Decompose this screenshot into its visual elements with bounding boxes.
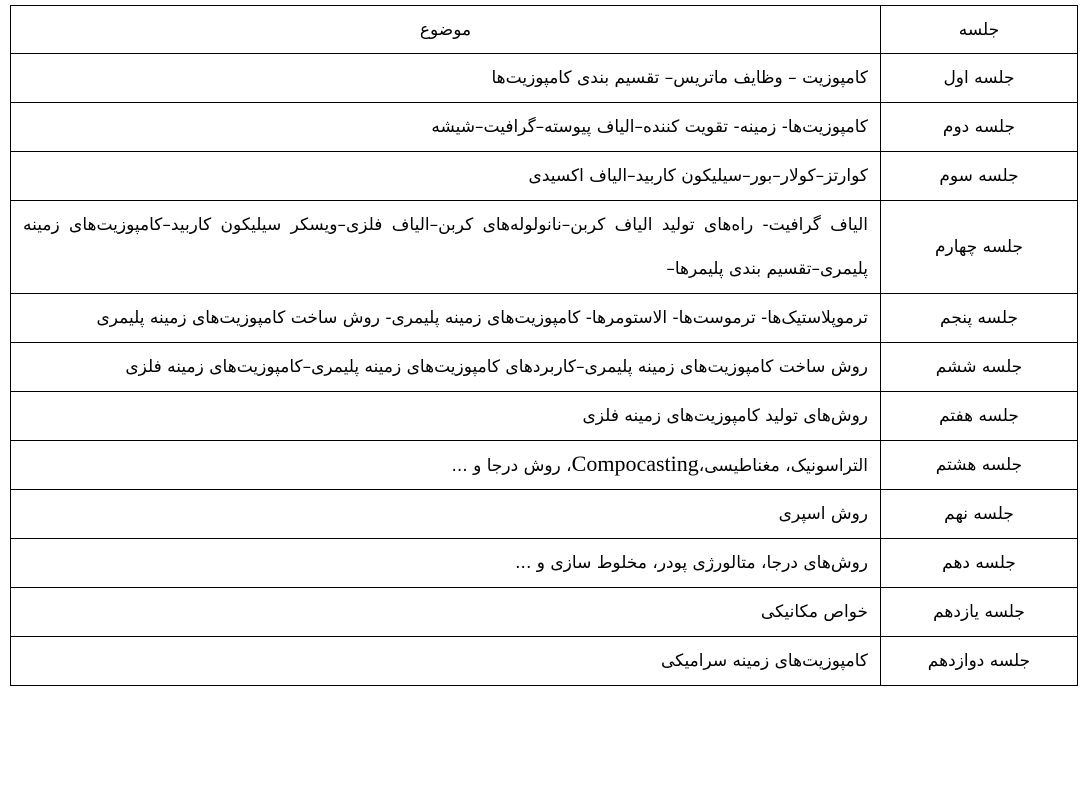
table-row bbox=[11, 152, 1078, 201]
table-row bbox=[11, 637, 1078, 686]
session-cell: جلسه چهارم bbox=[881, 201, 1078, 294]
session-cell: جلسه اول bbox=[881, 54, 1078, 103]
topic-latin-term: Compocasting bbox=[571, 451, 699, 476]
table-header-row bbox=[11, 6, 1078, 54]
topic-cell: روش‌های درجا، متالورژی پودر، مخلوط سازی و ... bbox=[11, 539, 881, 588]
session-cell: جلسه دوم bbox=[881, 103, 1078, 152]
table-row bbox=[11, 490, 1078, 539]
topic-cell: روش اسپری bbox=[11, 490, 881, 539]
topic-cell: ترموپلاستیک‌ها- ترموست‌ها- الاستومرها- کامپوزیت‌های زمینه پلیمری- روش ساخت کامپوزیت‌های زمینه پلیمری bbox=[11, 294, 881, 343]
table-row bbox=[11, 54, 1078, 103]
table-row bbox=[11, 201, 1078, 294]
topic-cell: خواص مکانیکی bbox=[11, 588, 881, 637]
header-session: جلسه bbox=[881, 6, 1078, 54]
session-cell: جلسه ششم bbox=[881, 343, 1078, 392]
table-row bbox=[11, 103, 1078, 152]
table-row bbox=[11, 392, 1078, 441]
session-cell: جلسه پنجم bbox=[881, 294, 1078, 343]
topic-cell: کامپوزیت‌ها- زمینه- تقویت کننده–الیاف پیوسته–گرافیت–شیشه bbox=[11, 103, 881, 152]
topic-cell: کوارتز–کولار–بور–سیلیکون کاربید–الیاف اکسیدی bbox=[11, 152, 881, 201]
header-topic: موضوع bbox=[11, 6, 881, 54]
table-row bbox=[11, 588, 1078, 637]
session-cell: جلسه سوم bbox=[881, 152, 1078, 201]
topic-cell: کامپوزیت‌های زمینه سرامیکی bbox=[11, 637, 881, 686]
table-row bbox=[11, 294, 1078, 343]
session-cell: جلسه یازدهم bbox=[881, 588, 1078, 637]
table-row bbox=[11, 441, 1078, 490]
topic-cell: کامپوزیت – وظایف ماتریس– تقسیم بندی کامپوزیت‌ها bbox=[11, 54, 881, 103]
session-cell: جلسه دوازدهم bbox=[881, 637, 1078, 686]
topic-cell: روش ساخت کامپوزیت‌های زمینه پلیمری–کاربردهای کامپوزیت‌های زمینه پلیمری–کامپوزیت‌های زمینه فلزی bbox=[11, 343, 881, 392]
session-cell: جلسه نهم bbox=[881, 490, 1078, 539]
topic-cell: الیاف گرافیت- راه‌های تولید الیاف کربن–نانولوله‌های کربن–الیاف فلزی–ویسکر سیلیکون کاربید–کامپوزیت‌های زمینه پلیمری–تقسیم بندی پلیمرها– bbox=[11, 201, 881, 294]
syllabus-table bbox=[10, 5, 1078, 686]
topic-cell: روش‌های تولید کامپوزیت‌های زمینه فلزی bbox=[11, 392, 881, 441]
topic-text-after: ، روش درجا و ... bbox=[451, 456, 572, 476]
topic-text-before: التراسونیک، مغناطیسی، bbox=[698, 456, 868, 476]
session-cell: جلسه دهم bbox=[881, 539, 1078, 588]
topic-cell bbox=[11, 441, 881, 490]
table-row bbox=[11, 343, 1078, 392]
session-cell: جلسه هشتم bbox=[881, 441, 1078, 490]
table-row bbox=[11, 539, 1078, 588]
session-cell: جلسه هفتم bbox=[881, 392, 1078, 441]
